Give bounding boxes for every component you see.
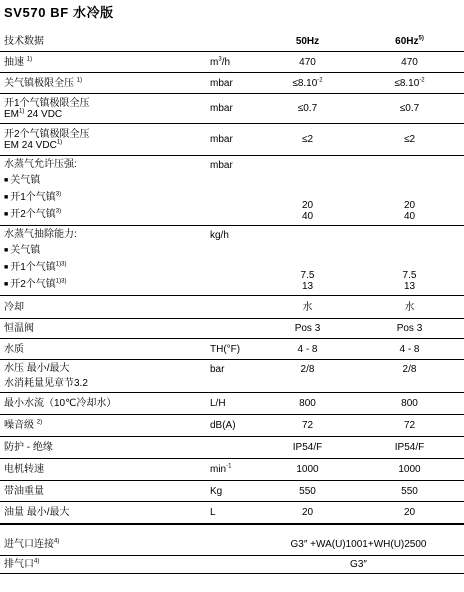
row-label: 冷却 <box>4 301 24 313</box>
row-label: 关气镇极限全压 $^{1)}$ <box>4 77 83 89</box>
row-value-60hz: 1000 <box>398 464 421 475</box>
table-row <box>0 339 464 360</box>
row-value-50hz: $\le 8.10^{-2}$ <box>292 77 323 89</box>
row-unit <box>210 319 270 338</box>
row-value-50hz: IP54/F <box>292 442 323 453</box>
row-value-50hz: 20 40 <box>301 200 314 222</box>
row-unit: $\min^{-1}$ <box>210 463 232 475</box>
row-label: 水压 最小/最大 水消耗量见章节3.2 <box>4 363 88 389</box>
row-value-span: G3″ +WA(U)1001+WH(U)2500 <box>290 539 427 550</box>
row-unit: L <box>210 507 216 518</box>
row-value-60hz: 800 <box>401 398 418 409</box>
row-label: 水蒸气抽除能力: ■ 关气镇 ■ 开1个气镇$^{1)3)}$ ■ 开2个气镇$^{1)3)}$ <box>4 226 204 295</box>
row-unit <box>210 437 270 458</box>
row-label: 恒温阀 <box>4 323 34 334</box>
table-row <box>0 360 464 393</box>
row-value-50hz: 72 <box>301 420 314 431</box>
table-row <box>0 52 464 73</box>
row-unit: mbar <box>210 134 233 145</box>
row-label: 电机转速 <box>4 464 44 475</box>
table-row <box>0 415 464 437</box>
spec-table <box>0 32 464 574</box>
table-row <box>0 296 464 319</box>
row-value-60hz: $\le 8.10^{-2}$ <box>394 77 425 89</box>
row-value-50hz: ≤2 <box>301 134 314 145</box>
table-row <box>0 393 464 415</box>
row-value-60hz: IP54/F <box>394 442 425 453</box>
row-value-60hz: 550 <box>401 485 418 497</box>
table-row <box>0 94 464 124</box>
table-row <box>0 459 464 481</box>
row-unit: kg/h <box>210 230 229 241</box>
row-value-60hz: 4 - 8 <box>399 343 420 355</box>
row-value-50hz: ≤0.7 <box>297 103 318 114</box>
page-title: SV570 BF 水冷版 <box>4 5 114 20</box>
row-value-50hz: 20 <box>301 507 314 518</box>
table-row <box>0 502 464 525</box>
table-row <box>0 481 464 502</box>
table-row <box>0 534 464 556</box>
row-value-60hz: 20 40 <box>403 200 416 222</box>
row-value-60hz: Pos 3 <box>396 323 423 334</box>
row-label: 水质 <box>4 343 24 355</box>
row-label: 水蒸气允许压强: ■ 关气镇 ■ 开1个气镇$^{3)}$ ■ 开2个气镇$^{3)}$ <box>4 156 204 225</box>
row-unit <box>210 296 270 318</box>
row-value-60hz: 2/8 <box>402 364 417 375</box>
table-header-row <box>0 32 464 52</box>
row-label: 排气口$^{4)}$ <box>4 558 40 570</box>
row-label: 噪音级 $^{2)}$ <box>4 419 43 431</box>
row-label: 进气口连接$^{4)}$ <box>4 538 60 550</box>
row-value-50hz: 470 <box>299 56 316 68</box>
header-label: 技术数据 <box>4 36 44 47</box>
row-label: 油量 最小/最大 <box>4 507 70 518</box>
row-value-span: G3″ <box>350 559 367 570</box>
row-label: 抽速 $^{1)}$ <box>4 56 33 68</box>
row-value-60hz: 20 <box>403 507 416 518</box>
row-value-60hz: 水 <box>404 301 415 313</box>
row-value-60hz: 7.5 13 <box>402 270 417 292</box>
row-unit: dB(A) <box>210 420 236 431</box>
row-label: 开1个气镇极限全压 EM$^{1)}$ 24 VDC <box>4 97 90 120</box>
row-value-50hz: Pos 3 <box>294 323 321 334</box>
row-label: 防护 - 绝缘 <box>4 442 53 453</box>
row-unit: Kg <box>210 485 223 497</box>
row-unit: mbar <box>210 77 233 89</box>
table-row <box>0 556 464 574</box>
row-value-50hz: 800 <box>299 398 316 409</box>
row-unit: bar <box>210 364 225 375</box>
row-unit: TH(°F) <box>210 343 241 355</box>
table-row <box>0 156 464 226</box>
table-row <box>0 124 464 156</box>
row-value-50hz: 550 <box>299 485 316 497</box>
row-value-60hz: 470 <box>401 56 418 68</box>
row-unit: mbar <box>210 160 233 171</box>
row-value-60hz: 72 <box>403 420 416 431</box>
row-unit: L/H <box>210 398 226 409</box>
table-row <box>0 73 464 94</box>
header-50hz: 50Hz <box>295 36 320 47</box>
row-value-60hz: ≤2 <box>403 134 416 145</box>
row-unit: $m^3/h$ <box>210 56 231 68</box>
row-value-50hz: 4 - 8 <box>297 343 318 355</box>
row-value-50hz: 1000 <box>296 464 319 475</box>
row-value-50hz: 2/8 <box>300 364 315 375</box>
header-60hz: 60Hz$^{5)}$ <box>395 35 424 47</box>
row-value-50hz: 7.5 13 <box>300 270 315 292</box>
table-row <box>0 319 464 339</box>
row-unit: mbar <box>210 103 233 114</box>
row-label: 最小水流（10℃冷却水） <box>4 398 117 409</box>
table-row <box>0 437 464 459</box>
row-value-60hz: ≤0.7 <box>399 103 420 114</box>
table-row <box>0 226 464 296</box>
row-label: 开2个气镇极限全压 EM 24 VDC$^{1)}$ <box>4 128 90 151</box>
row-label: 带油重量 <box>4 485 44 497</box>
row-value-50hz: 水 <box>302 301 313 313</box>
